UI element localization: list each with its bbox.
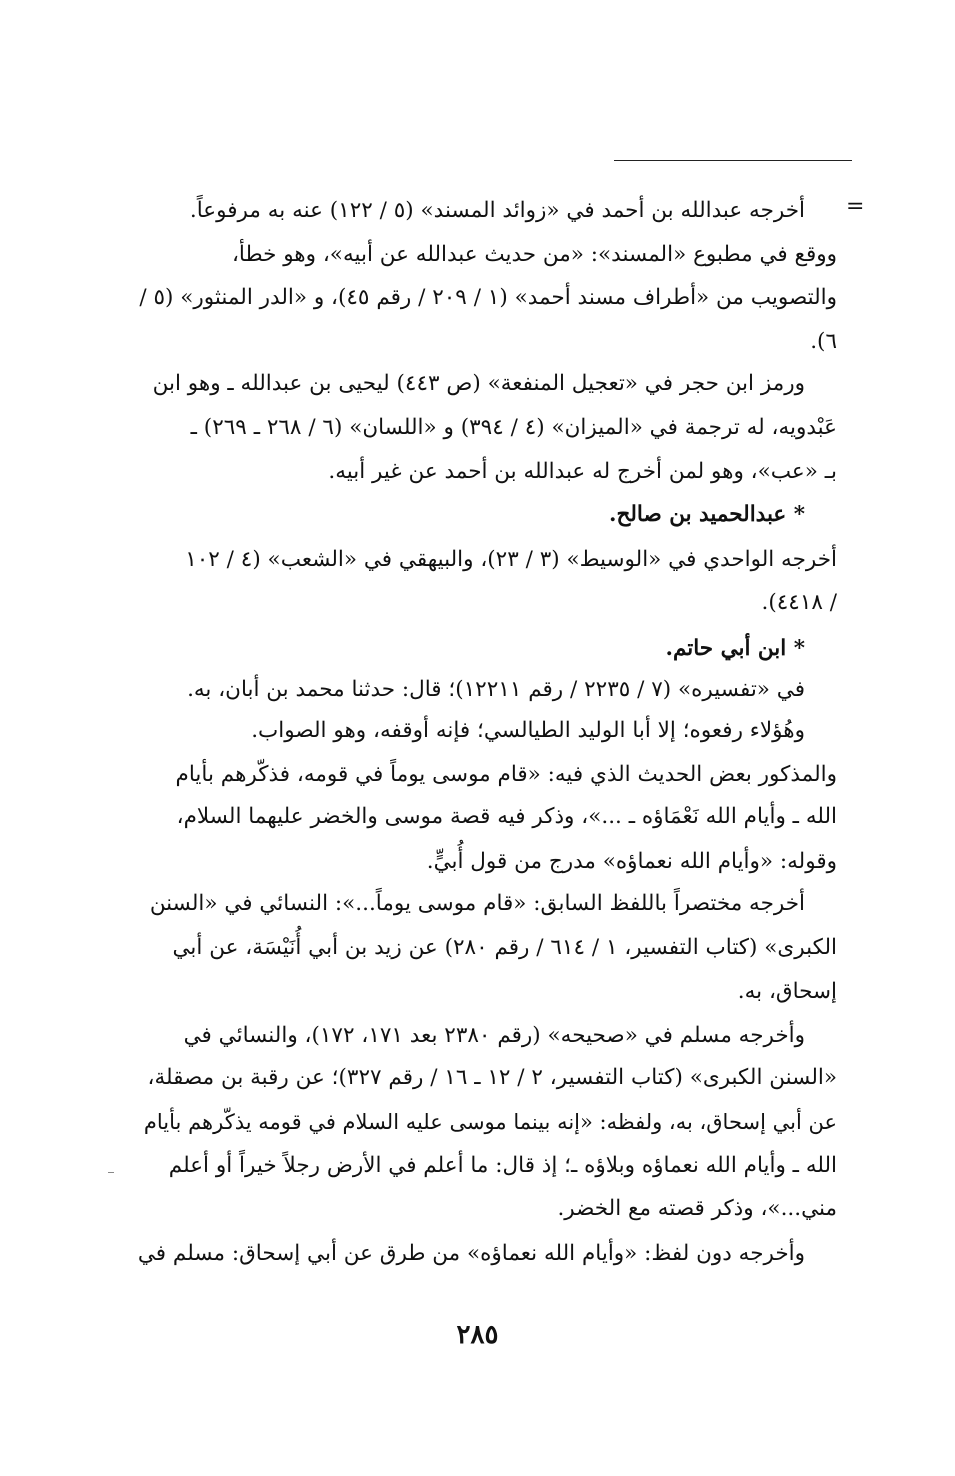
text-line: أخرجه الواحدي في «الوسيط» (٣ / ٢٣)، والبيهقي في «الشعب» (٤ / ١٠٢ — [185, 547, 837, 572]
text-line: والمذكور بعض الحديث الذي فيه: «قام موسى يوماً في قومه، فذكّرهم بأيام — [175, 762, 837, 787]
text-line: وهُؤلاء رفعوه؛ إلا أبا الوليد الطيالسي؛ فإنه أوقفه، وهو الصواب. — [251, 718, 805, 743]
text-line: ٦). — [810, 329, 837, 354]
text-line: أخرجه عبدالله بن أحمد في «زوائد المسند» (٥ / ١٢٢) عنه به مرفوعاً. — [189, 198, 805, 223]
text-line: إسحاق، به. — [737, 979, 837, 1004]
text-line: الله ـ وأيام الله نعماؤه وبلاؤه ـ؛ إذ قال: ما أعلم في الأرض رجلاً خيراً أو أعلم — [168, 1153, 837, 1178]
text-line: أخرجه مختصراً باللفظ السابق: «قام موسى يوماً...»: النسائي في «السنن — [149, 891, 805, 916]
text-line: وأخرجه دون لفظ: «وأيام الله نعماؤه» من طرق عن أبي إسحاق: مسلم في — [137, 1241, 805, 1266]
footnote-separator-rule — [614, 160, 852, 161]
text-line: الكبرى» (كتاب التفسير، ١ / ٦١٤ / رقم ٢٨٠) عن زيد بن أبي أُنَيْسَة، عن أبي — [172, 935, 837, 960]
text-line: ورمز ابن حجر في «تعجيل المنفعة» (ص ٤٤٣) ليحيى بن عبدالله ـ وهو ابن — [152, 371, 805, 396]
text-line: / ٤٤١٨). — [761, 590, 837, 615]
section-heading: * ابن أبي حاتم. — [665, 636, 805, 661]
text-line: «السنن الكبرى» (كتاب التفسير، ٢ / ١٢ ـ ١٦ / رقم ٣٢٧)؛ عن رقبة بن مصقلة، — [147, 1065, 837, 1090]
text-line: في «تفسيره» (٧ / ٢٢٣٥ / رقم ١٢٢١١)؛ قال: حدثنا محمد بن أبان، به. — [187, 677, 805, 702]
text-line: عَبْدويه، له ترجمة في «الميزان» (٤ / ٣٩٤) و «اللسان» (٦ / ٢٦٨ ـ ٢٦٩) ـ — [190, 415, 837, 440]
text-line: والتصويب من «أطراف مسند أحمد» (١ / ٢٠٩ / رقم ٤٥)، و «الدر المنثور» (٥ / — [139, 285, 837, 310]
text-line: عن أبي إسحاق، به، ولفظه: «إنه بينما موسى عليه السلام في قومه يذكّرهم بأيام — [143, 1110, 837, 1134]
text-line: وأخرجه مسلم في «صحيحه» (رقم ٢٣٨٠ بعد ١٧١، ١٧٢)، والنسائي في — [183, 1023, 805, 1048]
text-line: مني...»، وذكر قصته مع الخضر. — [557, 1196, 837, 1221]
margin-mark — [108, 1172, 114, 1173]
section-heading: * عبدالحميد بن صالح. — [609, 502, 805, 527]
text-line: بـ «عب»، وهو لمن أخرج له عبدالله بن أحمد عن غير أبيه. — [328, 459, 837, 484]
text-line: وقوله: «وأيام الله نعماؤه» مدرج من قول أُبيٍّ. — [426, 849, 837, 874]
page-number: ٢٨٥ — [456, 1320, 499, 1350]
text-line: الله ـ وأيام الله نَعْمَاؤه ـ ...»، وذكر فيه قصة موسى والخضر عليهما السلام، — [176, 804, 837, 829]
continuation-mark: = — [846, 194, 865, 219]
text-line: ووقع في مطبوع «المسند»: «من حديث عبدالله عن أبيه»، وهو خطأ، — [231, 242, 837, 267]
